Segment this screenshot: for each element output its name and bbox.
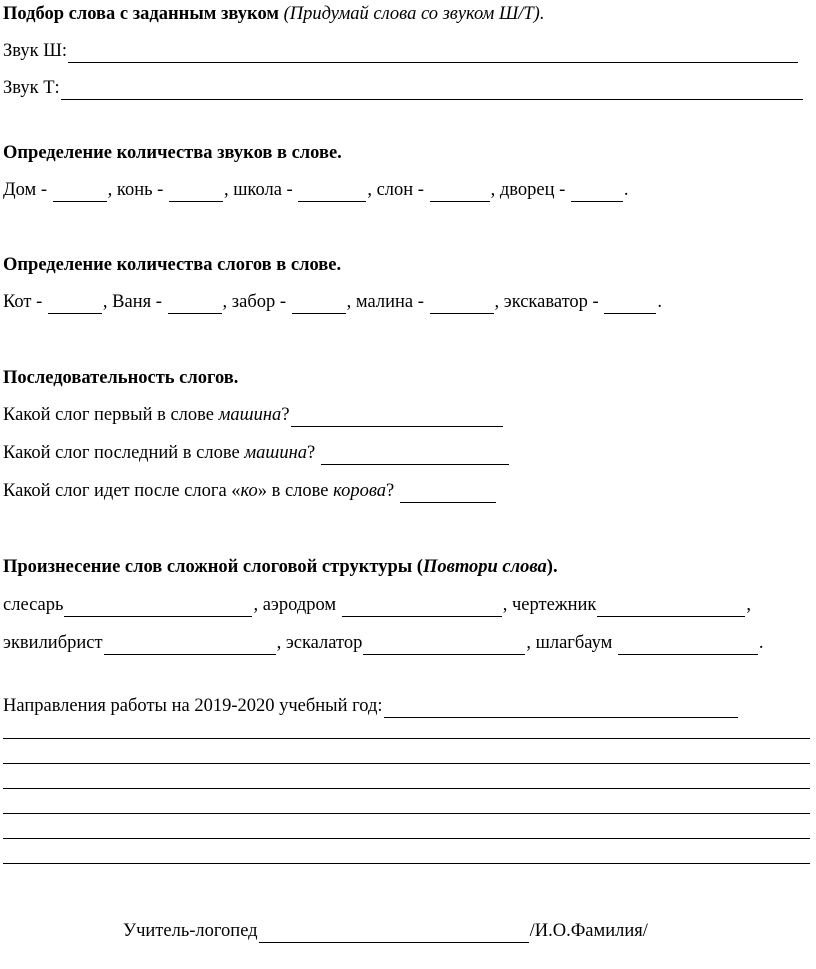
- answer-blank[interactable]: [618, 635, 758, 655]
- answer-line[interactable]: [3, 838, 810, 839]
- word-label: , слон -: [367, 180, 424, 200]
- answer-blank[interactable]: [604, 294, 656, 314]
- question-text: Какой слог первый в слове: [3, 405, 214, 425]
- word-label: , школа -: [223, 180, 293, 200]
- question-mark: ?: [386, 481, 395, 501]
- word-label: , Ваня -: [102, 292, 162, 312]
- question-first-syllable: [3, 403, 504, 427]
- answer-blank[interactable]: [298, 182, 366, 202]
- answer-blank[interactable]: [291, 407, 503, 427]
- question-last-syllable: [3, 441, 510, 465]
- answer-blank[interactable]: [169, 182, 223, 202]
- question-mark: ?: [281, 405, 290, 425]
- sound-sh-label: Звук Ш:: [3, 41, 68, 61]
- answer-blank[interactable]: [53, 182, 107, 202]
- answer-blank[interactable]: [597, 597, 745, 617]
- section-sound-count-title: Определение количества звуков в слове.: [3, 143, 342, 163]
- sound-t-label: Звук Т:: [3, 78, 60, 98]
- word-label: слесарь: [3, 595, 64, 615]
- signature-name: /И.О.Фамилия/: [529, 921, 648, 941]
- sound-count-row: [3, 178, 629, 202]
- section-complex-words-title: [3, 555, 558, 579]
- section-subtitle: (Придумай слова со звуком Ш/Т).: [283, 4, 545, 24]
- word-label: , экскаватор -: [494, 292, 599, 312]
- word-label: , эскалатор: [276, 633, 363, 653]
- complex-words-row-1: [3, 593, 751, 617]
- line-end: .: [657, 292, 662, 312]
- question-word: корова: [333, 481, 386, 501]
- section-title: Произнесение слов сложной слоговой структуры (: [3, 557, 423, 577]
- answer-blank[interactable]: [104, 635, 276, 655]
- answer-blank[interactable]: [342, 597, 502, 617]
- section-sound-selection-heading: [3, 2, 544, 26]
- question-syllable: ко: [240, 481, 258, 501]
- signature-blank[interactable]: [259, 923, 529, 943]
- sound-t-blank[interactable]: [61, 80, 803, 100]
- answer-blank[interactable]: [430, 182, 490, 202]
- answer-line[interactable]: [3, 788, 810, 789]
- section-title: Подбор слова с заданным звуком: [3, 4, 279, 24]
- section-syllable-count-title: Определение количества слогов в слове.: [3, 255, 342, 275]
- word-label: Дом -: [3, 180, 48, 200]
- sound-sh-blank[interactable]: [68, 43, 798, 63]
- question-after-syllable: [3, 479, 497, 503]
- word-label: эквилибрист: [3, 633, 103, 653]
- answer-line[interactable]: [3, 863, 810, 864]
- question-text: Какой слог идет после слога «: [3, 481, 241, 501]
- question-word: машина: [218, 405, 282, 425]
- work-directions-line: [3, 694, 739, 718]
- line-end: ,: [746, 595, 751, 615]
- word-label: Кот -: [3, 292, 43, 312]
- line-end: .: [623, 180, 629, 200]
- answer-blank[interactable]: [400, 483, 496, 503]
- word-label: , забор -: [222, 292, 287, 312]
- signature-role: Учитель-логопед: [123, 921, 258, 941]
- answer-line[interactable]: [3, 763, 810, 764]
- answer-line[interactable]: [3, 813, 810, 814]
- answer-blank[interactable]: [292, 294, 346, 314]
- question-text: » в слове: [257, 481, 329, 501]
- answer-line[interactable]: [3, 738, 810, 739]
- complex-words-row-2: [3, 631, 764, 655]
- syllable-count-row: [3, 290, 662, 314]
- word-label: , малина -: [346, 292, 424, 312]
- work-directions-label: Направления работы на 2019-2020 учебный год:: [3, 696, 383, 716]
- answer-blank[interactable]: [571, 182, 623, 202]
- answer-blank[interactable]: [321, 445, 509, 465]
- word-label: , чертежник: [502, 595, 597, 615]
- answer-blank[interactable]: [48, 294, 102, 314]
- answer-blank[interactable]: [363, 635, 525, 655]
- word-label: , конь -: [107, 180, 164, 200]
- answer-blank[interactable]: [430, 294, 494, 314]
- question-text: Какой слог последний в слове: [3, 443, 240, 463]
- answer-blank[interactable]: [384, 698, 738, 718]
- signature-line: [123, 919, 648, 943]
- section-title-instruction: Повтори слова: [422, 557, 547, 577]
- word-label: , шлагбаум: [526, 633, 613, 653]
- sound-t-line: [3, 76, 804, 100]
- section-title-end: ).: [546, 557, 558, 577]
- word-label: , аэродром: [253, 595, 337, 615]
- answer-blank[interactable]: [168, 294, 222, 314]
- section-syllable-order-title: Последовательность слогов.: [3, 368, 239, 388]
- line-end: .: [758, 633, 764, 653]
- answer-blank[interactable]: [64, 597, 252, 617]
- word-label: , дворец -: [490, 180, 566, 200]
- question-mark: ?: [307, 443, 316, 463]
- sound-sh-line: [3, 39, 799, 63]
- question-word: машина: [244, 443, 308, 463]
